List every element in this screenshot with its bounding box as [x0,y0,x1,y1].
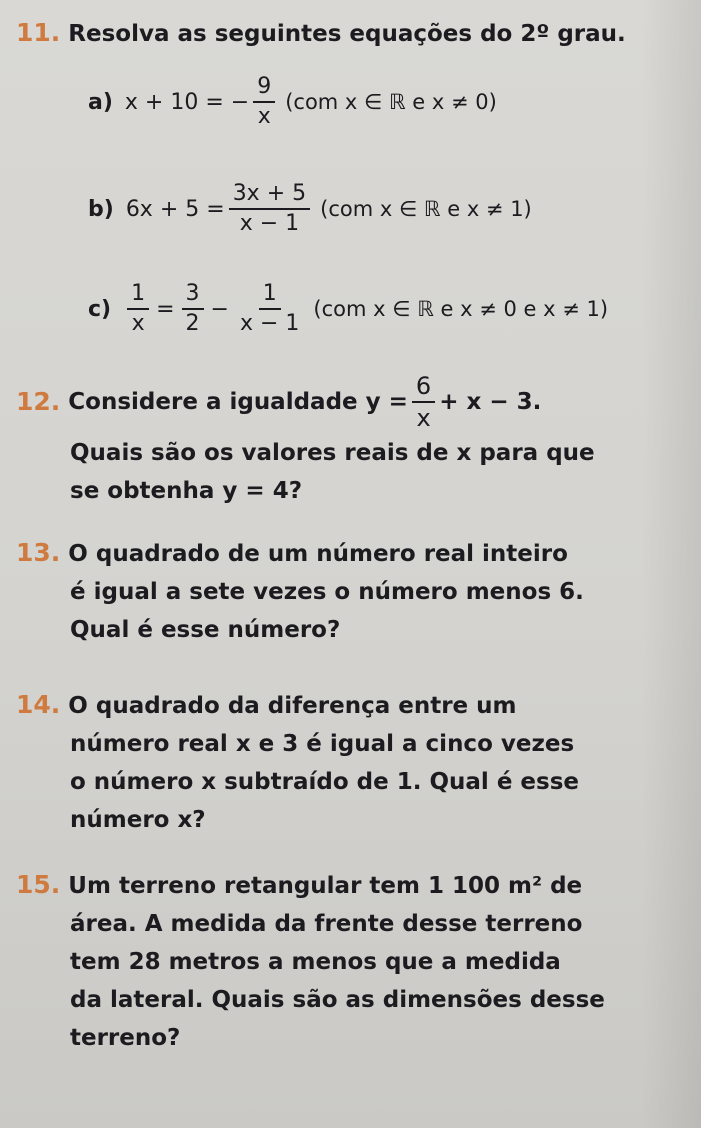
question-text: Um terreno retangular tem 1 100 m² de [68,873,583,899]
question-line: número x? [70,807,206,833]
question-line: da lateral. Quais são as dimensões desse [70,987,605,1013]
denominator: x [131,311,145,336]
numerator: 9 [253,76,275,103]
question-number: 13. [16,538,61,567]
numerator: 3 [182,283,204,310]
denominator: x − 1 [239,211,300,236]
question-13 [16,534,691,649]
question-text: Resolva as seguintes equações do 2º grau. [68,21,626,47]
numerator: 6 [412,374,435,403]
fraction [236,283,303,335]
question-14 [16,686,691,839]
item-label: b) [88,196,114,222]
denominator: 2 [185,311,200,336]
question-text: O quadrado da diferença entre um [68,693,517,719]
fraction [253,76,275,128]
question-line: o número x subtraído de 1. Qual é esse [70,769,579,795]
question-line: número real x e 3 é igual a cinco vezes [70,731,575,757]
numerator: 1 [127,283,149,310]
question-12 [16,374,691,510]
question-number: 14. [16,690,61,719]
denominator: x [257,104,271,129]
question-number: 12. [16,387,61,416]
minus-sign: − [210,296,229,322]
numerator: 1 [259,283,281,310]
question-number: 15. [16,870,61,899]
numerator: 3x + 5 [229,183,310,210]
fraction [127,283,149,335]
question-11 [16,14,691,53]
item-label: c) [88,296,112,322]
question-line: é igual a sete vezes o número menos 6. [70,579,584,605]
question-line: Quais são os valores reais de x para que [70,440,595,466]
fraction [182,283,204,335]
question-text: Considere a igualdade y = [68,389,408,415]
question-line: tem 28 metros a menos que a medida [70,949,561,975]
condition: (com x ∈ ℝ e x ≠ 1) [320,197,532,221]
fraction [412,374,435,430]
denominator: x − 1 [239,311,300,336]
condition: (com x ∈ ℝ e x ≠ 0 e x ≠ 1) [313,297,609,321]
equation-b [88,183,532,235]
equation-a [88,76,497,128]
question-15 [16,866,691,1057]
question-number: 11. [16,18,61,47]
question-line: se obtenha y = 4? [70,478,303,504]
question-line: terreno? [70,1025,181,1051]
item-label: a) [88,89,113,115]
denominator: x [416,404,431,432]
condition: (com x ∈ ℝ e x ≠ 0) [285,90,497,114]
question-line: Qual é esse número? [70,617,341,643]
equals-sign: = [156,296,175,322]
question-text: O quadrado de um número real inteiro [68,541,568,567]
equation-c [88,283,608,335]
question-text: + x − 3. [439,389,542,415]
question-line: área. A medida da frente desse terreno [70,911,583,937]
equation-lhs: x + 10 = − [124,89,250,115]
fraction [229,183,310,235]
equation-lhs: 6x + 5 = [125,196,225,222]
